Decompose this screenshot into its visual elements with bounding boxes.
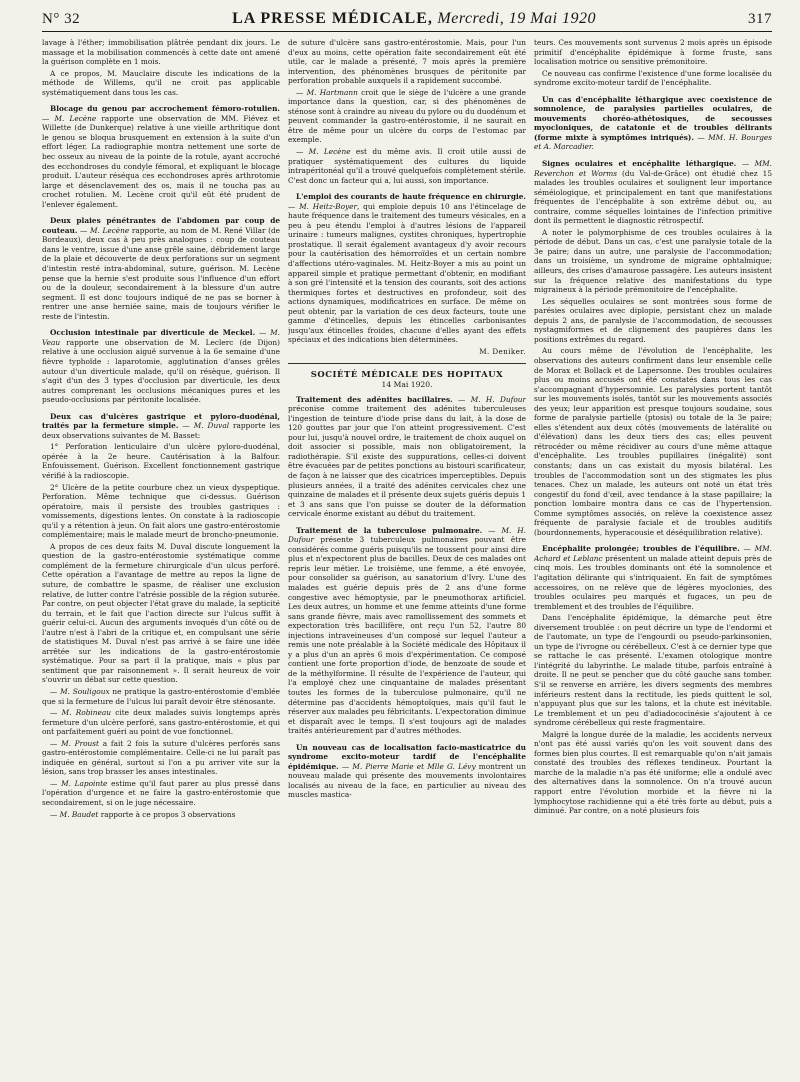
author: — M. Robineau: [50, 708, 111, 718]
article-ulcers: [42, 412, 280, 441]
article-knee-block: [42, 104, 280, 209]
article-text: est du même avis. Il croit utile aussi de pratiquer systématiquement des cultures du liquide intrapéritonéal qu'il a trouvé quelquefois complètement stérile. C'est donc un facteur qui a, lui aussi, son importance.: [288, 147, 526, 185]
masthead: [42, 10, 772, 32]
article-text: montrent un nouveau malade qui présente des mouvements involontaires localisés au niveau de la face, en particulier au niveau des muscles mastica-: [288, 761, 526, 800]
dash: —: [452, 394, 471, 404]
author: — M. Baudet: [50, 809, 99, 819]
article-text: rapporte une observation de MM. Fiévez et Willette (de Dunkerque) relative à une vieille arthritique dont le genou se bloqua brusquement en extension à la suite d'un effort léger. La radiographie montra nettement une sorte de bec osseux au niveau de la pointe de la rotule, ayant accroché des ecchondroses du condyle fémoral, et expliquant le blocage produit. L'auteur réséqua ces ecchondroses après arthrotomie large et désenclavement des os, mais il ne toucha pas au crochet rotulien. M. Lecène croit qu'il eût été prudent de l'enlever également.: [42, 113, 280, 209]
article-prolonged-encephalitis: [534, 544, 772, 611]
dash: —: [178, 421, 194, 431]
issue-number: N° 32: [42, 11, 81, 27]
paragraph: Au cours même de l'évolution de l'encéphalite, les observations des auteurs confirment dans leur ensemble celle de Morax et Bollack et de Lapersonne. Des troubles oculaires plus ou moins accusés ont été constatés dans tous les cas s'accompagnant d'hypersomnie. Les paralysies portent tantôt sur les mouvements isolés, tantôt sur les mouvements associés des yeux; leur apparition est presque toujours soudaine, sous forme de paralysie partielle (ptosis) ou totale de la 3e paire; elles s'étendent aux deux côtés (mouvements de latéralité ou d'élévation) dans les deux tiers des cas; elles peuvent rétrocéder ou même récidiver au cours d'une même attaque d'encéphalite. Les troubles pupillaires (inégalité) sont constants; dans un cas existait du myosis bilatéral. Les troubles de l'accommodation sont un des stigmates les plus tenaces. Chez un malade, les auteurs ont noté un état très congestif du fond d'œil, avec tendance à la stase papillaire; la ponction lombaire montra dans ce cas de l'hypertension. Comme symptômes associés, on relève la coexistence assez fréquente de paralysie faciale et de troubles auditifs (bourdonnements, hyperacousie et déséquilibration relative).: [534, 346, 772, 537]
column-1: [42, 38, 280, 1078]
article-tuberculosis: [288, 526, 526, 736]
dash: —: [482, 525, 502, 535]
article-columns: [42, 38, 772, 1078]
page-number: 317: [747, 11, 772, 27]
author: M. Lecène: [90, 225, 130, 235]
article-text: estime qu'il faut parer au plus pressé dans l'opération d'urgence et ne faire la gastro-entérostomie que secondairement, si on le juge nécessaire.: [42, 778, 280, 808]
author: — M. Hartmann: [296, 87, 358, 97]
author: M. Heitz-Boyer: [299, 201, 358, 211]
discussion-robineau: [42, 708, 280, 737]
discussion-lecene: [288, 147, 526, 185]
article-heading: Occlusion intestinale par diverticule de Meckel.: [50, 328, 256, 338]
column-2: [288, 38, 526, 1078]
article-meckel: [42, 328, 280, 404]
article-facio-masticatory: [288, 743, 526, 800]
paragraph: A propos de ces deux faits M. Duval discute longuement la question de la gastro-entérostomie systématique comme complément de la fermeture chirurgicale d'un ulcus perforé. Cette opération a l'avantage de mettre au repos la ligne de suture, de combattre le spasme, de réaliser une exclusion relative, de lutter contre l'atrésie possible de la région suturée. Par contre, on peut objecter l'état grave du malade, la septicité du terrain, et le fait que l'action directe sur l'ulcus suffit à guérir celui-ci. Aucun des arguments invoqués d'un côté ou de l'autre n'est à l'abri de la critique et, en compulsant une série de statistiques M. Duval n'est pas arrivé à se faire une idée arrêtée sur les indications de la gastro-entérostomie systématique. Pour sa part il la pratique, mais « plus par sentiment que par raisonnement ». Il serait heureux de voir s'ouvrir un débat sur cette question.: [42, 541, 280, 685]
article-text: ne pratique la gastro-entérostomie d'emblée que si la fermeture de l'ulcus lui paraît devoir être sténosante.: [42, 687, 280, 706]
article-text: croit que le siège de l'ulcère a une grande importance dans la question, car, si des phénomènes de sténose sont à craindre au niveau du pylore ou du duodénum et peuvent commander la gastro-entérostomie, il ne saurait en être de même pour un ulcère du corps de l'estomac par exemple.: [288, 87, 526, 145]
article-text: , qui emploie depuis 10 ans l'étincelage de haute fréquence dans le traitement des tumeurs vésicales, en a peu à peu étendu l'emploi à d'autres lésions de l'appareil urinaire : tumeurs malignes, cystites chroniques, hypertrophie prostatique. Il serait également avantageux d'y avoir recours pour la cautérisation des hémorroïdes et un certain nombre d'affections utéro-vaginales. M. Heitz-Boyer a mis au point un appareil simple et pratique permettant d'obtenir, en modifiant à son gré l'intensité et la tension des courants, soit des actions thermiques fortes et destructives en profondeur, soit des actions dynamiques, modificatrices en surface. De même on peut obtenir, par la variation de ces deux facteurs, toute une gamme d'étincelles, depuis les étincelles carbonisantes jusqu'aux étincelles froides, chacune d'elles ayant des effets spéciaux et des indications bien déterminées.: [288, 201, 526, 345]
paragraph: 1° Perforation lenticulaire d'un ulcère pyloro-duodénal, opérée à la 2e heure. Cautérisation à la Balfour. Enfouissement. Guérison. Excellent fonctionnement gastrique vérifié à la radioscopie.: [42, 442, 280, 480]
article-adenites: [288, 395, 526, 519]
dash: —: [693, 132, 709, 142]
article-text: présentent un malade atteint depuis près de cinq mois. Les troubles dominants ont été la somnolence et l'agitation délirante qui s'intriquaient. En fait de symptômes accessoires, on ne relève que de légères myoclonies, des troubles oculaires peu marqués et fugaces, un peu de tremblement et des troubles de l'équilibre.: [534, 553, 772, 611]
paragraph: Les séquelles oculaires se sont montrées sous forme de parésies oculaires avec diplopie, persistant chez un malade depuis 2 ans, de paralysie de l'accommodation, de secousses nystagmiformes et de clignement des paupières dans les positions extrêmes du regard.: [534, 296, 772, 344]
article-text: rapporte à ce propos 3 observations: [98, 809, 236, 819]
signature: M. Deniker.: [479, 346, 526, 356]
dash: —: [739, 544, 755, 554]
author: M. Pierre Marie et Mlle G. Lévy: [352, 761, 476, 771]
article-heading: Traitement de la tuberculose pulmonaire.: [296, 525, 483, 535]
article-heading: Deux plaies pénétrantes de l'abdomen par coup de couteau.: [42, 216, 280, 235]
article-text: rapporte les deux observations suivantes de M. Basset:: [42, 421, 280, 440]
author: M. H. Dufour: [470, 394, 526, 404]
issue-date: Mercredi, 19 Mai 1920: [437, 10, 597, 27]
article-text: a fait 2 fois la suture d'ulcères perforés sans gastro-entérostomie complémentaire. Celle-ci ne lui paraît pas indiquée en général, surtout si l'on a pu arriver vite sur la lésion, sans trop brasser les anses intestinales.: [42, 738, 280, 777]
author: M. H. Dufour: [288, 525, 526, 545]
article-text: rapporte, au nom de M. René Villar (de Bordeaux), deux cas à peu près analogues : coup de couteau dans le ventre, issue d'une anse grêle saine, débridement large de la plaie et découverte de deux perforations sur un segment d'intestin resté intra-abdominal, suture, guérison. M. Lecène pense que la hernie s'est produite sous l'influence d'un effort ou de la douleur, secondairement à la blessure d'un autre segment. Il est donc toujours indiqué de ne pas se borner à rentrer une anse herniée saine, mais de toujours vérifier le reste de l'intestin.: [42, 225, 280, 321]
author: — M. Souligoux: [50, 687, 110, 696]
paragraph: lavage à l'éther; immobilisation plâtrée pendant dix jours. Le massage et la mobilisation commencés à cette date ont amené la guérison complète en 1 mois.: [42, 38, 280, 67]
article-heading: Un cas d'encéphalite léthargique avec coexistence de somnolence, de paralysies partielles oculaires, de mouvements choréo-athétosiques, de secousses myocloniques, de catatonie et de troubles délirants (forme mixte à symptômes intriqués).: [534, 94, 772, 142]
paragraph: de suture d'ulcère sans gastro-entérostomie. Mais, pour l'un d'eux au moins, cette opération faite secondairement eût été utile, car le malade a présenté, 7 mois après la première intervention, des phénomènes brusques de péritonite par perforation probable auxquels il a rapidement succombé.: [288, 38, 526, 86]
section-heading: SOCIÉTÉ MÉDICALE DES HOPITAUX: [288, 363, 526, 380]
article-text: présente 3 tuberculeux pulmonaires pouvant être considérés comme guéris puisqu'ils ne toussent pour ainsi dire plus et n'expectorent plus de bacilles. Deux de ces malades ont repris leur métier. Le troisième, une femme, a été envoyée, pour consolider sa guérison, au sanatorium d'Ivry. L'une des malades est guérie depuis près de 2 ans d'une forme congestive avec hémoptysie, par le pneumothorax artificiel. Les deux autres, un homme et une femme atteints d'une forme sans grande fièvre, mais avec ramollissement des sommets et expectoration très bacillifère, ont reçu l'un 52, l'autre 80 injections intraveineuses d'un composé sur lequel l'auteur a remis une note préalable à la Société médicale des Hôpitaux il y a plus d'un an après 6 mois d'expérimentation. Ce composé contient une forte proportion d'iode, de benzoate de soude et de la méthylformine. Il résulte de l'expérience de l'auteur, qui l'a employé chez une cinquantaine de malades présentant toutes les formes de la tuberculose pulmonaire, qu'il ne détermine pas d'accidents hémoptoïques, mais qu'il faut le réserver aux malades peu fébricitants. L'expectoration diminue et disparaît avec le temps. Il s'est toujours agi de malades traités antérieurement par d'autres méthodes.: [288, 535, 526, 736]
article-text: (du Val-de-Grâce) ont étudié chez 15 malades les troubles oculaires et soulignent leur importance séméiologique, et principalement en tant que manifestations fréquentes de l'encéphalite à son extrême début ou, au contraire, comme séquelles lointaines de l'infection primitive dont ils permettent le diagnostic rétrospectif.: [534, 168, 772, 226]
article-heading: Encéphalite prolongée; troubles de l'équilibre.: [542, 544, 740, 554]
author: — M. Proust: [50, 738, 100, 748]
column-3: [534, 38, 772, 1078]
author: MM. Achard et Leblanc: [534, 544, 772, 563]
article-heading: Traitement des adénites bacillaires.: [296, 394, 453, 404]
paragraph: Dans l'encéphalite épidémique, la démarche peut être diversement troublée : on peut décrire un type de l'endormi et de l'automate, un type de l'engourdi ou pseudo-parkinsonien, un type de l'ivrogne ou cérébelleux. C'est à ce dernier type que se rattache le cas présenté. L'examen otologique montre l'intégrité du labyrinthe. Le malade titube, parfois entraîné à droite. Il ne peut se pencher que du côté gauche sans tomber. S'il se renverse en arrière, les divers segments des membres inférieurs restent dans la rectitude, les pieds quittent le sol, n'appuyant plus que sur les talons, et la chute est inévitable. Le tremblement et un peu d'adiadococinésie s'ajoutent à ce syndrome cérébelleux qui reste fragmentaire.: [534, 613, 772, 728]
dash: —: [288, 201, 300, 211]
author: MM. Reverchon et Worms: [534, 159, 772, 178]
article-ocular-signs: [534, 159, 772, 226]
article-heading: Blocage du genou par accrochement fémoro-rotulien.: [50, 104, 280, 114]
paragraph: teurs. Ces mouvements sont survenus 2 mois après un épisode primitif d'encéphalite épidémique à forme fruste, sans localisation motrice ou sensitive prémonitoire.: [534, 38, 772, 67]
discussion-lapointe: [42, 779, 280, 808]
article-abdomen-wounds: [42, 216, 280, 321]
article-heading: L'emploi des courants de haute fréquence en chirurgie.: [296, 192, 526, 202]
article-heading: Un nouveau cas de localisation facio-masticatrice du syndrome excito-moteur tardif de l'encéphalite épidémique.: [288, 742, 526, 771]
author: M. Duval: [193, 421, 230, 431]
paragraph: A ce propos, M. Mauclaire discute les indications de la méthode de Willems, qu'il ne croit pas applicable systématiquement dans tous les cas.: [42, 68, 280, 97]
paragraph: 2° Ulcère de la petite courbure chez un vieux dyspeptique. Perforation. Même technique que ci-dessus. Guérison opératoire, mais il persiste des troubles gastriques : vomissements, digestions lentes. On constate à la radioscopie qu'il y a rétention à jeun. On fait alors une gastro-entérostomie complémentaire; mais le malade meurt de broncho-pneumonie.: [42, 482, 280, 540]
author: M. Lecène: [54, 113, 97, 123]
dash: —: [77, 225, 90, 235]
paragraph: Malgré la longue durée de la maladie, les accidents nerveux n'ont pas été aussi variés qu'on les voit souvent dans des formes bien plus courtes. Il est remarquable qu'on n'ait jamais constaté des troubles des réflexes tendineux. Pourtant la marche de la maladie n'a pas été uniforme; elle a ondulé avec des alternatives dans la somnolence. On n'a trouvé aucun rapport entre l'évolution morbide et la fièvre ni la lymphocytose rachidienne qui a été très forte au début, puis a diminué. Par contre, on a noté plusieurs fois: [534, 729, 772, 816]
article-text: cite deux malades suivis longtemps après fermeture d'un ulcère perforé, sans gastro-entérostomie, et qui ont parfaitement guéri au point de vue fonctionnel.: [42, 708, 280, 737]
paragraph: Ce nouveau cas confirme l'existence d'une forme localisée du syndrome excito-moteur tardif de l'encéphalite.: [534, 68, 772, 88]
article-lethargic-mixed: [534, 95, 772, 152]
author: — M. Lecène: [296, 147, 351, 157]
author: M. Veau: [42, 328, 280, 347]
article-text: rapporte une observation de M. Leclerc (de Dijon) relative à une occlusion aiguë survenue à la 6e semaine d'une fièvre typhoïde : laparotomie, agglutination d'anses grêles autour d'un diverticule malade, qu'il on résèque, guérison. Il s'agit d'un des 3 types d'occlusion par diverticule, les deux autres comprenant les occlusions mécaniques pures et les pseudo-occlusions par péritonite localisée.: [42, 337, 280, 405]
article-heading: Deux cas d'ulcères gastrique et pyloro-duodénal, traités par la fermeture simple.: [42, 411, 280, 431]
dash: —: [255, 328, 271, 338]
dash: —: [736, 159, 755, 169]
discussion-souligoux: [42, 687, 280, 706]
section-date: 14 Mai 1920.: [381, 380, 433, 390]
discussion-hartmann: [288, 88, 526, 145]
discussion-baudet: [42, 810, 280, 820]
author: MM. H. Bourges et A. Marcadier.: [534, 132, 772, 152]
article-text: préconise comme traitement des adénites tuberculeuses l'ingestion de teinture d'iode prise dans du lait, à la dose de 120 gouttes par jour que l'on atteint progressivement. C'est pour lui, jusqu'à nouvel ordre, le traitement de choix auquel on doit associer si possible, mais non obligatoirement, la radiothérapie. S'il existe des suppurations, celles-ci doivent être évacuées par de petites ponctions au bistouri scarificateur, de façon à ne laisser que des cicatrices imperceptibles. Depuis plusieurs années, il a traité des adénites cervicales chez une quinzaine de malades et il présente deux sujets guéris depuis 1 et 3 ans sans que l'on puisse se douter de la déformation cervicale énorme existant au début du traitement.: [288, 404, 526, 519]
dash: —: [42, 113, 55, 123]
paragraph: A noter le polymorphisme de ces troubles oculaires à la période de début. Dans un cas, c'est une paralysie totale de la 3e paire; dans un autre, une paralysie de l'accommodation; dans un troisième, un syndrome de migraine ophtalmique; ailleurs, des crises d'amaurose passagère. Les auteurs insistent sur la fréquence relative des manifestations du type migraineux à la période prémonitoire de l'encéphalite.: [534, 227, 772, 295]
dash: —: [338, 761, 353, 771]
article-high-frequency: [288, 192, 526, 345]
author: — M. Lapointe: [50, 778, 108, 788]
discussion-proust: [42, 739, 280, 777]
journal-title: LA PRESSE MÉDICALE,: [232, 10, 433, 27]
journal-title-line: [232, 10, 596, 28]
article-heading: Signes oculaires et encéphalite léthargique.: [542, 159, 737, 169]
